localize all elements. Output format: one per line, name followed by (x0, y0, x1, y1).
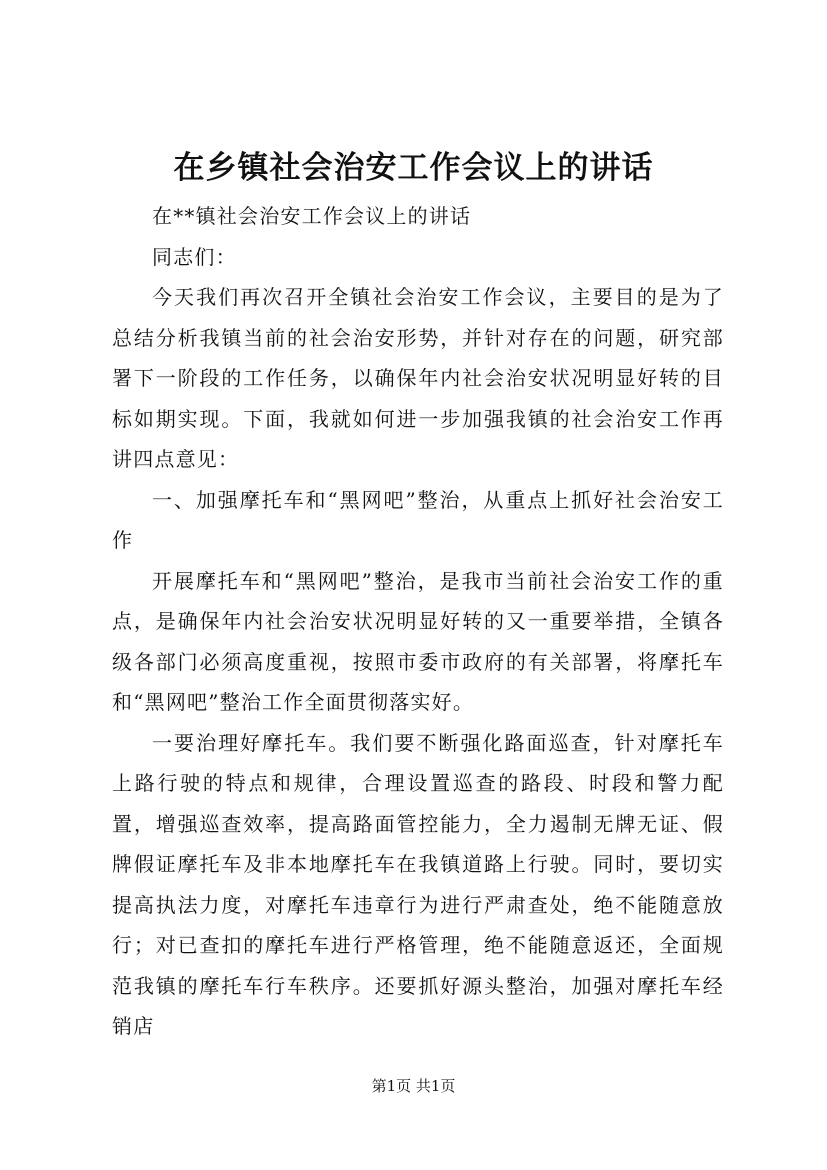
document-title: 在乡镇社会治安工作会议上的讲话 (173, 150, 654, 186)
document-body (112, 196, 724, 1047)
paragraph-salutation: 同志们： (152, 244, 237, 269)
paragraph-motorcycle: 一要治理好摩托车。我们要不断强化路面巡查，针对摩托车上路行驶的特点和规律，合理设置巡查的路段、时段和警力配置，增强巡查效率，提高路面管控能力，全力遏制无牌无证、假牌假证摩托车及非本地摩托车在我镇道路上行驶。同时，要切实提高执法力度，对摩托车违章行为进行严肃查处，绝不能随意放行；对已查扣的摩托车进行严格管理，绝不能随意返还，全面规范我镇的摩托车行车秩序。还要抓好源头整治，加强对摩托车经销店 (112, 730, 724, 1038)
paragraph-intro: 今天我们再次召开全镇社会治安工作会议，主要目的是为了总结分析我镇当前的社会治安形势，并针对存在的问题，研究部署下一阶段的工作任务，以确保年内社会治安状况明显好转的目标如期实现。下面，我就如何进一步加强我镇的社会治安工作再讲四点意见： (112, 285, 724, 471)
page-footer: 第1页 共1页 (371, 1077, 456, 1095)
paragraph-subtitle: 在**镇社会治安工作会议上的讲话 (152, 204, 472, 228)
paragraph-section-body: 开展摩托车和“黑网吧”整治，是我市当前社会治安工作的重点，是确保年内社会治安状况明显好转的又一重要举措，全镇各级各部门必须高度重视，按照市委市政府的有关部署，将摩托车和“黑网吧”整治工作全面贯彻落实好。 (112, 568, 724, 714)
paragraph-section-heading: 一、加强摩托车和“黑网吧”整治，从重点上抓好社会治安工作 (112, 487, 724, 552)
